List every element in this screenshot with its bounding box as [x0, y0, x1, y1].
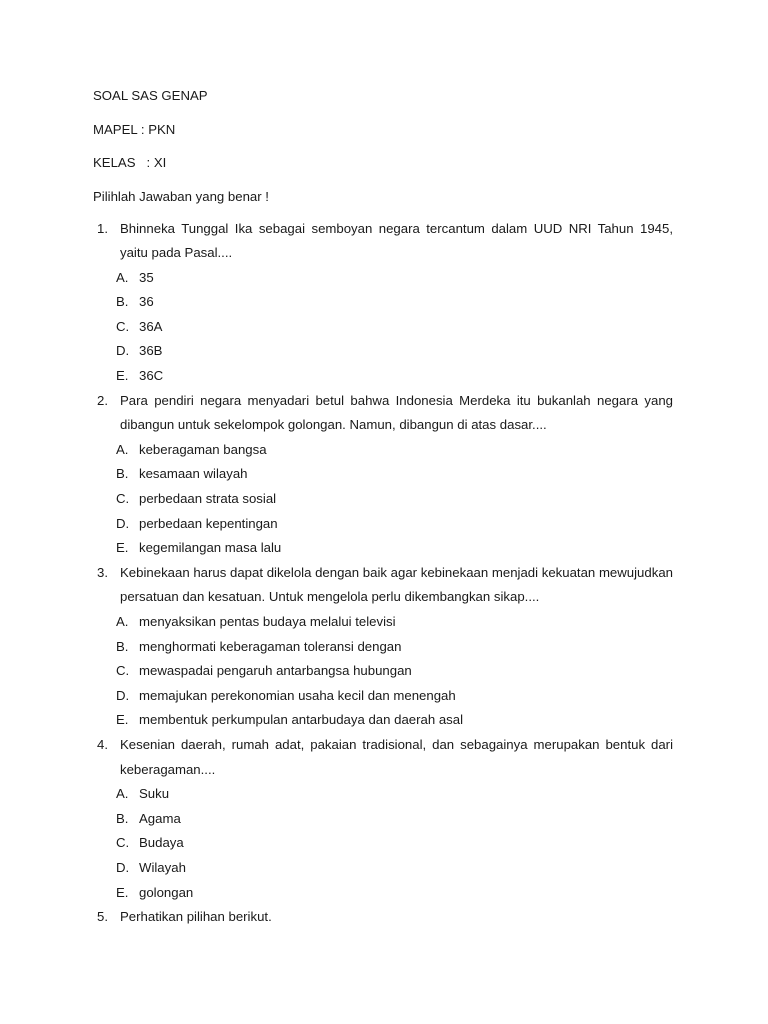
question-item: [93, 561, 673, 733]
option-letter: D.: [116, 687, 130, 703]
option-letter: D.: [116, 343, 130, 359]
option-letter: A.: [116, 441, 129, 457]
answer-option: [116, 290, 673, 315]
option-letter: E.: [116, 884, 129, 900]
exam-content: [93, 86, 673, 930]
instruction-line: Pilihlah Jawaban yang benar !: [93, 188, 269, 204]
subject-line: MAPEL : PKN: [93, 121, 176, 137]
option-text: menyaksikan pentas budaya melalui televisi: [139, 614, 396, 629]
option-letter: A.: [116, 614, 129, 629]
option-letter: C.: [116, 663, 130, 679]
option-letter: C.: [116, 318, 130, 334]
answer-option: [116, 536, 673, 561]
option-text: 36A: [139, 318, 163, 334]
question-text: Bhinneka Tunggal Ika sebagai semboyan negara tercantum dalam UUD NRI Tahun 1945, yaitu pada Pasal....: [120, 220, 673, 261]
answer-option: [116, 684, 673, 709]
option-letter: B.: [116, 294, 129, 310]
option-letter: B.: [116, 466, 129, 482]
question-number: 1.: [97, 220, 108, 236]
option-letter: E.: [116, 368, 129, 384]
option-text: Suku: [139, 786, 170, 802]
option-letter: D.: [116, 859, 130, 875]
question-text: Perhatikan pilihan berikut.: [120, 909, 272, 925]
option-letter: B.: [116, 810, 129, 826]
answer-option: [116, 315, 673, 340]
answer-option: [116, 339, 673, 364]
exam-title: SOAL SAS GENAP: [93, 88, 208, 103]
option-letter: E.: [116, 712, 129, 728]
question-number: 2.: [97, 392, 108, 408]
option-text: keberagaman bangsa: [139, 441, 267, 457]
answer-option: [116, 831, 673, 856]
option-letter: A.: [116, 269, 129, 285]
option-letter: C.: [116, 835, 130, 851]
answer-option: [116, 807, 673, 832]
question-item: [93, 389, 673, 561]
answer-options: [116, 782, 673, 905]
question-text: Kesenian daerah, rumah adat, pakaian tradisional, dan sebagainya merupakan bentuk dari keberagaman....: [120, 736, 673, 777]
option-text: 36C: [139, 368, 164, 384]
question-item: [93, 733, 673, 905]
answer-option: [116, 659, 673, 684]
option-text: menghormati keberagaman toleransi dengan: [139, 638, 402, 654]
option-text: golongan: [139, 884, 194, 900]
option-text: perbedaan strata sosial: [139, 491, 277, 507]
question-list: [93, 217, 673, 930]
answer-option: [116, 610, 673, 635]
answer-option: [116, 438, 673, 463]
answer-option: [116, 266, 673, 291]
answer-option: [116, 635, 673, 660]
option-text: mewaspadai pengaruh antarbangsa hubungan: [139, 663, 412, 679]
answer-option: [116, 364, 673, 389]
option-letter: C.: [116, 491, 130, 507]
option-text: kegemilangan masa lalu: [139, 540, 282, 556]
answer-option: [116, 782, 673, 807]
answer-option: [116, 881, 673, 906]
option-letter: D.: [116, 515, 130, 531]
answer-option: [116, 708, 673, 733]
question-number: 3.: [97, 564, 108, 580]
question-number: 4.: [97, 736, 108, 752]
option-letter: E.: [116, 540, 129, 556]
question-text: Para pendiri negara menyadari betul bahwa Indonesia Merdeka itu bukanlah negara yang dibangun untuk sekelompok golongan. Namun, dibangun di atas dasar....: [120, 392, 673, 433]
option-text: kesamaan wilayah: [139, 466, 248, 482]
answer-options: [116, 610, 673, 733]
answer-options: [116, 438, 673, 561]
answer-options: [116, 266, 673, 389]
option-letter: A.: [116, 786, 129, 802]
question-number: 5.: [97, 909, 108, 925]
answer-option: [116, 856, 673, 881]
class-line: KELAS : XI: [93, 155, 167, 170]
option-text: Budaya: [139, 835, 184, 851]
question-text: Kebinekaan harus dapat dikelola dengan baik agar kebinekaan menjadi kekuatan mewujudkan persatuan dan kesatuan. Untuk mengelola perlu dikembangkan sikap....: [120, 564, 673, 605]
option-letter: B.: [116, 638, 129, 654]
option-text: 35: [139, 269, 154, 285]
question-item: [93, 905, 673, 930]
option-text: 36: [139, 294, 154, 310]
answer-option: [116, 462, 673, 487]
answer-option: [116, 512, 673, 537]
question-item: [93, 217, 673, 389]
option-text: memajukan perekonomian usaha kecil dan menengah: [139, 687, 456, 703]
answer-option: [116, 487, 673, 512]
option-text: Agama: [139, 810, 181, 826]
option-text: membentuk perkumpulan antarbudaya dan daerah asal: [139, 712, 464, 728]
option-text: perbedaan kepentingan: [139, 515, 278, 531]
option-text: 36B: [139, 343, 163, 359]
option-text: Wilayah: [139, 859, 186, 875]
